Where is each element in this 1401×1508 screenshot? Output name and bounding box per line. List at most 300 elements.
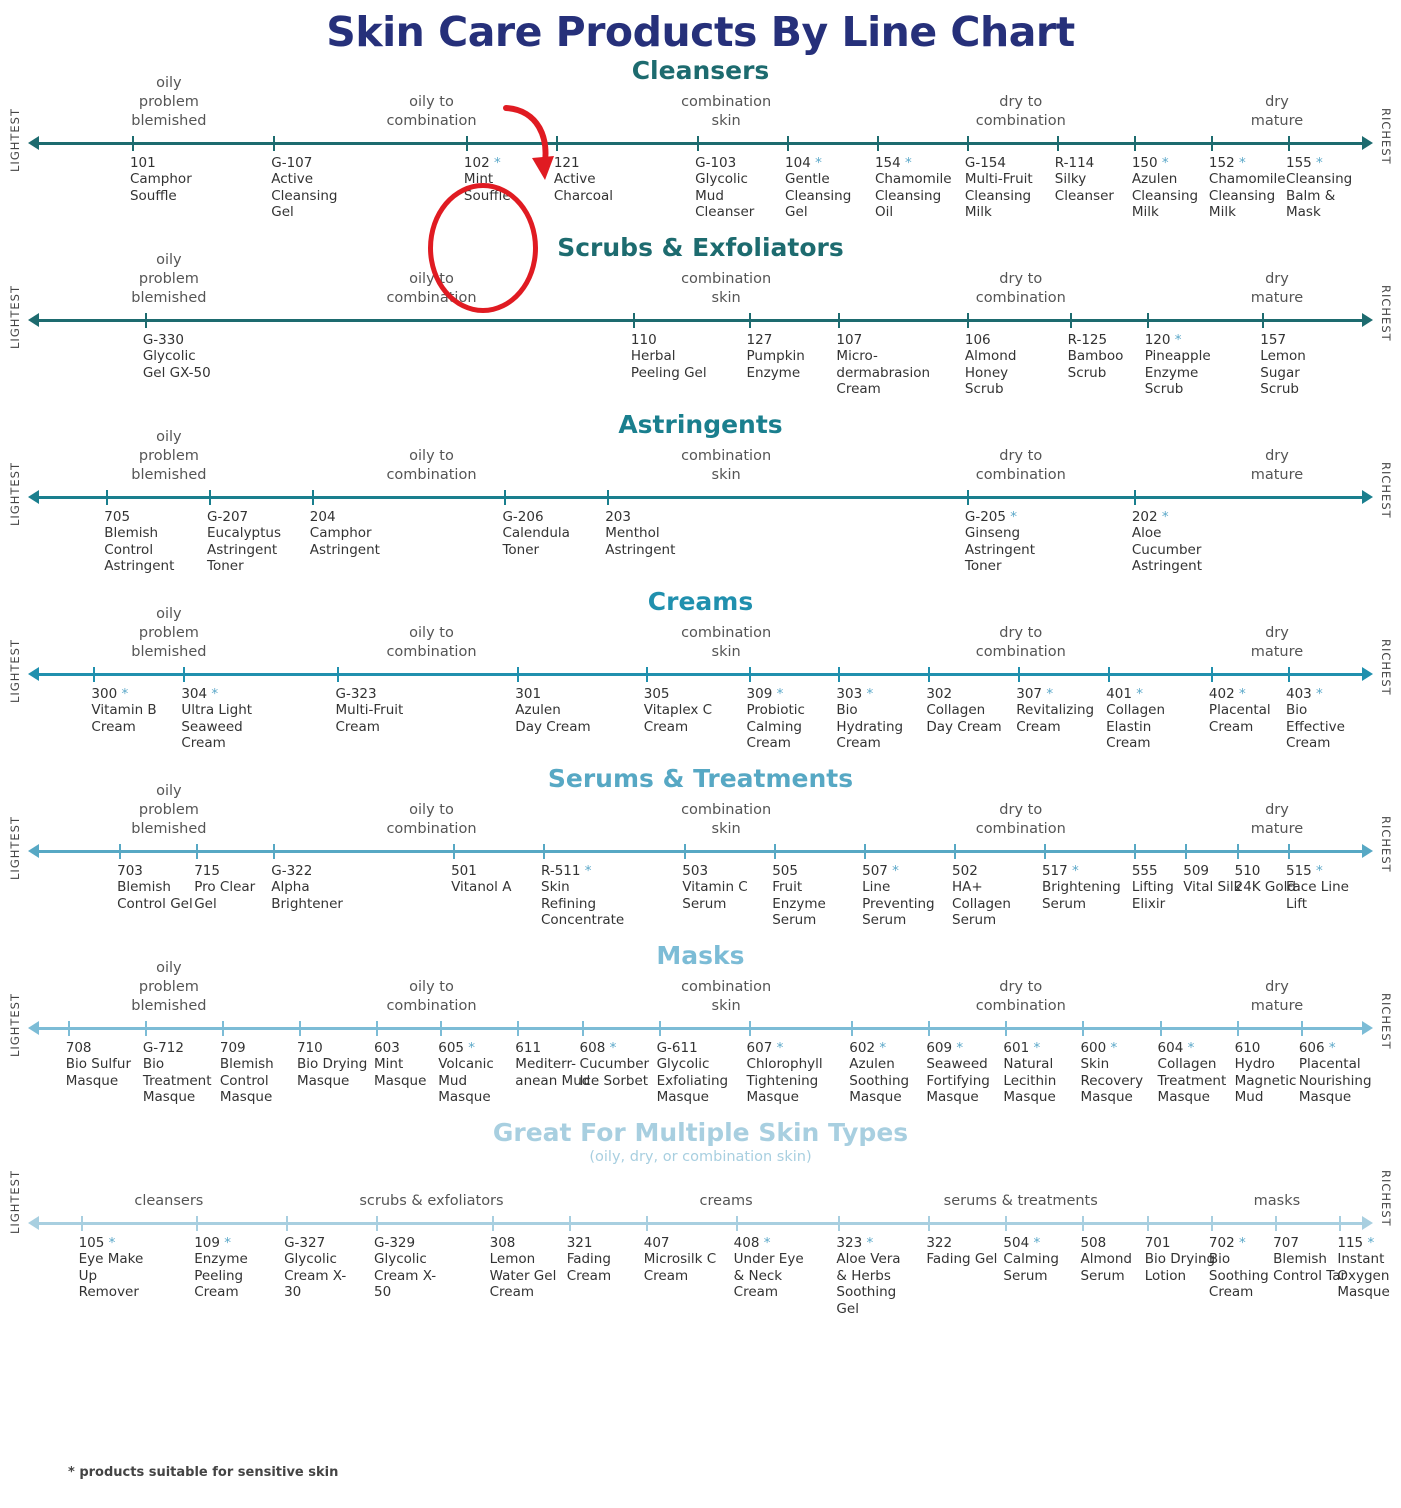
section-serums-treatments [0,764,1401,941]
page-title: Skin Care Products By Line Chart [326,8,1075,56]
product-item[interactable] [682,863,758,912]
product-item[interactable] [1337,1235,1401,1301]
product-code: 110 [630,332,657,348]
product-code: 150 * [1131,155,1169,171]
zone-label: oily to combination [386,93,477,129]
product-name: Mint Masque [374,1056,427,1089]
product-name: Lemon Sugar Scrub [1260,348,1306,398]
product-code: 323 * [836,1235,874,1251]
product-item[interactable] [1041,863,1121,912]
axis-tick [1211,136,1213,151]
product-code: 203 [605,509,631,525]
sensitive-star-icon: * [1136,686,1143,702]
annotation-circle [428,183,538,313]
product-code: 321 [566,1235,593,1251]
product-item[interactable] [1299,1040,1375,1106]
product-item[interactable] [567,1235,643,1284]
sensitive-star-icon: * [892,863,899,879]
product-item[interactable] [490,1235,566,1301]
product-item[interactable] [79,1235,155,1301]
product-code: 517 * [1041,863,1079,879]
sensitive-star-icon: * [108,1235,116,1251]
zone-label: oily problem blemished [131,782,207,837]
product-item[interactable] [1080,1040,1156,1106]
product-item[interactable] [104,509,180,575]
product-item[interactable] [66,1040,142,1089]
axis-tick [1185,844,1187,859]
product-item[interactable] [836,1235,912,1317]
product-name: Multi-Fruit Cleansing Milk [964,171,1033,221]
axis-tick [1134,136,1136,151]
axis-tick [196,1216,198,1231]
product-code: G-103 [695,155,737,171]
product-name: Fading Gel [926,1251,998,1268]
product-item[interactable] [1016,686,1095,735]
axis-tick [1339,1216,1341,1231]
product-item[interactable] [875,155,951,221]
product-item[interactable] [785,155,861,221]
product-code: 104 * [785,155,822,171]
zone-label: oily problem blemished [131,74,207,129]
axis-tick [954,844,956,859]
product-item[interactable] [926,1235,1002,1268]
product-item[interactable] [194,863,270,912]
axis-tick [967,490,969,505]
product-name: Eucalyptus Astringent Toner [207,525,282,575]
sensitive-star-icon: * [224,1235,231,1251]
axis-tick [838,667,840,682]
product-name: Fruit Enzyme Serum [772,879,826,929]
product-item[interactable] [836,686,912,752]
product-item[interactable] [926,686,1002,735]
product-item[interactable] [143,332,219,381]
axis-tick [569,1216,571,1231]
axis-tick [492,1216,494,1231]
axis-tick [838,313,840,328]
product-item[interactable] [605,509,681,558]
product-item[interactable] [271,863,347,912]
product-item[interactable] [952,863,1028,929]
axis [28,1018,1373,1040]
zone-label-row [60,1165,1341,1213]
product-item[interactable] [695,155,771,221]
axis-tick [633,313,635,328]
product-code: 309 * [746,686,784,702]
zone-label: dry to combination [975,624,1066,660]
product-name: Bio Treatment Masque [142,1056,212,1106]
axis-arrow-left [28,136,39,150]
axis-tick [1082,1216,1084,1231]
zone-label: scrubs & exfoliators [359,1192,504,1209]
product-name: Micro-dermabrasion Cream [836,348,931,398]
product-name: Enzyme Peeling Cream [194,1251,248,1301]
section-title: Masks [656,941,745,970]
product-name: Fading Cream [566,1251,612,1284]
product-code: 505 [772,863,798,879]
section-great-for-multiple-skin-types [0,1118,1401,1317]
sensitive-star-icon: * [1367,1235,1375,1251]
axis-tick [1005,1216,1007,1231]
zone-label: masks [1253,1192,1301,1209]
zone-label: oily problem blemished [131,251,207,306]
product-list [28,509,1373,587]
zone-label-row [60,428,1341,487]
product-item[interactable] [91,686,167,735]
axis-tick [81,1216,83,1231]
product-code: 154 * [874,155,912,171]
product-code: 701 [1144,1235,1171,1251]
product-item[interactable] [1132,509,1208,575]
product-code: 705 [104,509,131,525]
zone-label: dry to combination [975,447,1066,483]
product-name: Revitalizing Cream [1016,702,1095,735]
product-item[interactable] [194,1235,270,1301]
chart-sections [0,56,1401,1317]
product-item[interactable] [1106,686,1182,752]
product-item[interactable] [965,509,1041,575]
axis-tick [838,1216,840,1231]
product-item[interactable] [1068,332,1144,381]
axis-tick [1275,1216,1277,1231]
axis-tick [145,1021,147,1036]
axis-tick [209,490,211,505]
product-name: Silky Cleanser [1054,171,1114,204]
product-name: Pineapple Enzyme Scrub [1144,348,1211,398]
product-item[interactable] [1286,686,1362,752]
axis-label-lightest: LIGHTEST [8,993,22,1057]
product-name: 24K Gold [1234,879,1296,896]
sensitive-star-icon: * [1033,1235,1041,1251]
product-item[interactable] [1209,155,1285,221]
product-item[interactable] [1145,332,1221,398]
product-item[interactable] [1286,155,1362,221]
product-code: G-327 [284,1235,326,1251]
zone-label: dry mature [1250,801,1304,837]
product-name: Camphor Souffle [129,171,192,204]
product-item[interactable] [374,1235,450,1301]
sensitive-star-icon: * [1238,155,1246,171]
product-item[interactable] [1286,863,1362,912]
section-masks [0,941,1401,1118]
product-item[interactable] [220,1040,296,1106]
product-code: 303 * [836,686,874,702]
axis-tick [1082,1021,1084,1036]
product-code: 710 [296,1040,323,1056]
product-item[interactable] [1003,1235,1079,1284]
product-item[interactable] [657,1040,733,1106]
product-name: Vital Silk [1183,879,1242,896]
sensitive-star-icon: * [776,686,784,702]
product-name: Glycolic Exfoliating Masque [656,1056,729,1106]
product-code: 302 [926,686,953,702]
product-name: Glycolic Cream X-50 [374,1251,437,1301]
axis-tick [1237,1021,1239,1036]
product-item[interactable] [335,686,411,735]
product-name: Glycolic Gel GX-50 [142,348,211,381]
sensitive-star-icon: * [1046,686,1054,702]
product-name: Line Preventing Serum [862,879,935,929]
axis-arrow-right [1362,667,1373,681]
product-code: 300 * [91,686,129,702]
product-item[interactable] [849,1040,925,1106]
product-item[interactable] [117,863,193,912]
zone-label: oily to combination [386,447,477,483]
product-item[interactable] [747,332,823,381]
product-item[interactable] [451,863,527,896]
product-name: Bio Effective Cream [1285,702,1345,752]
product-item[interactable] [181,686,257,752]
section-title: Great For Multiple Skin Types [492,1118,909,1147]
sensitive-star-icon: * [866,1235,874,1251]
section-title: Astringents [618,410,783,439]
product-code: 403 * [1285,686,1323,702]
product-item[interactable] [271,155,347,221]
axis-arrow-right [1362,1216,1373,1230]
zone-label: combination skin [681,93,772,129]
axis-tick [132,136,134,151]
axis-label-lightest: LIGHTEST [8,285,22,349]
product-item[interactable] [502,509,578,558]
sensitive-star-icon: * [584,863,592,879]
axis-label-richest: RICHEST [1379,639,1393,696]
section-astringents [0,410,1401,587]
axis-tick [749,667,751,682]
product-item[interactable] [1055,155,1131,204]
product-code: 304 * [181,686,219,702]
product-item[interactable] [772,863,848,929]
product-code: 408 * [733,1235,771,1251]
axis-arrow-right [1362,313,1373,327]
zone-label: serums & treatments [943,1192,1098,1209]
product-item[interactable] [926,1040,1002,1106]
axis-arrow-left [28,1216,39,1230]
axis-label-lightest: LIGHTEST [8,639,22,703]
zone-label: combination skin [681,801,772,837]
product-item[interactable] [747,1040,823,1106]
sensitive-star-icon: * [815,155,822,171]
product-name: Under Eye & Neck Cream [733,1251,804,1301]
axis-tick [299,1021,301,1036]
product-code: 501 [451,863,477,879]
zone-label: combination skin [681,978,772,1014]
zone-label: dry to combination [975,801,1066,837]
section-subtitle: (oily, dry, or combination skin) [589,1149,812,1165]
product-code: 604 * [1157,1040,1195,1056]
product-item[interactable] [1003,1040,1079,1106]
product-code: R-511 * [541,863,592,879]
sensitive-star-icon: * [1174,332,1182,348]
axis-tick [1211,1216,1213,1231]
product-item[interactable] [554,155,630,204]
product-name: Mint Souffle [463,171,511,204]
zone-label: oily problem blemished [131,605,207,660]
product-list [28,1235,1390,1317]
axis-tick [1288,667,1290,682]
product-code: 607 * [746,1040,784,1056]
zone-label: dry mature [1250,624,1304,660]
axis-tick [312,490,314,505]
product-item[interactable] [297,1040,373,1089]
product-code: 555 [1131,863,1158,879]
product-code: 601 * [1003,1040,1041,1056]
product-name: Brightening Serum [1041,879,1121,912]
product-name: Cucumber Ice Sorbet [579,1056,650,1089]
sensitive-star-icon: * [776,1040,784,1056]
product-name: Eye Make Up Remover [78,1251,144,1301]
axis-label-richest: RICHEST [1379,285,1393,342]
product-item[interactable] [965,332,1041,398]
product-name: Almond Serum [1080,1251,1132,1284]
axis-tick [196,844,198,859]
product-code: 102 * [463,155,501,171]
zone-label-row [60,782,1341,841]
product-item[interactable] [862,863,938,929]
section-creams [0,587,1401,764]
product-list [28,863,1373,941]
sensitive-star-icon: * [1238,686,1246,702]
product-code: 407 [643,1235,670,1251]
product-item[interactable] [207,509,283,575]
product-name: Calming Serum [1003,1251,1059,1284]
sensitive-star-icon: * [1010,509,1018,525]
axis-tick [337,667,339,682]
product-item[interactable] [310,509,386,558]
product-code: 709 [219,1040,246,1056]
product-code: 707 [1273,1235,1299,1251]
product-item[interactable] [515,686,591,735]
product-code: 602 * [849,1040,887,1056]
product-item[interactable] [965,155,1041,221]
product-name: Azulen Day Cream [515,702,591,735]
product-name: Bamboo Scrub [1067,348,1124,381]
product-item[interactable] [734,1235,810,1301]
footnote: * products suitable for sensitive skin [68,1465,339,1480]
product-code: 600 * [1080,1040,1118,1056]
product-name: Hydro Magnetic Mud [1234,1056,1297,1106]
product-name: Vitaplex C Cream [643,702,713,735]
axis-tick [749,1021,751,1036]
product-name: Pro Clear Gel [194,879,256,912]
zone-label: oily to combination [386,978,477,1014]
sensitive-star-icon: * [1316,863,1323,879]
product-code: 105 * [78,1235,116,1251]
zone-label: dry to combination [975,93,1066,129]
product-list [28,155,1373,233]
product-name: Probiotic Calming Cream [746,702,805,752]
axis-arrow-left [28,313,39,327]
axis-tick [787,136,789,151]
product-code: 508 [1080,1235,1107,1251]
product-name: Vitanol A [451,879,512,896]
product-item[interactable] [143,1040,219,1106]
axis-label-richest: RICHEST [1379,108,1393,165]
product-list [28,686,1373,764]
product-item[interactable] [438,1040,514,1106]
zone-label: combination skin [681,624,772,660]
product-item[interactable] [580,1040,656,1089]
product-item[interactable] [284,1235,360,1301]
zone-label: oily problem blemished [131,959,207,1014]
axis-tick [774,844,776,859]
product-item[interactable] [836,332,931,398]
axis-label-richest: RICHEST [1379,1170,1393,1227]
section-title: Scrubs & Exfoliators [557,233,844,262]
axis-arrow-right [1362,490,1373,504]
product-item[interactable] [644,1235,720,1284]
product-name: Placental Cream [1208,702,1271,735]
section-cleansers [0,56,1401,233]
product-code: 702 * [1208,1235,1246,1251]
product-item[interactable] [130,155,206,204]
sensitive-star-icon: * [1033,1040,1041,1056]
axis-tick [646,667,648,682]
product-item[interactable] [1158,1040,1234,1106]
zone-label: dry to combination [975,978,1066,1014]
axis-tick [736,1216,738,1231]
product-code: 603 [374,1040,400,1056]
axis-tick [1005,1021,1007,1036]
sensitive-star-icon: * [1110,1040,1118,1056]
product-name: Active Cleansing Gel [271,171,338,221]
axis-tick [646,1216,648,1231]
zone-label-row [60,959,1341,1018]
product-name: Almond Honey Scrub [964,348,1017,398]
product-item[interactable] [747,686,823,752]
product-item[interactable] [631,332,707,381]
product-code: 204 [309,509,336,525]
product-code: 308 [489,1235,516,1251]
axis-tick [93,667,95,682]
product-name: Volcanic Mud Masque [438,1056,494,1106]
product-item[interactable] [644,686,720,735]
axis-tick [928,1216,930,1231]
product-name: Placental Nourishing Masque [1298,1056,1372,1106]
axis-tick [1147,1216,1149,1231]
product-code: R-125 [1067,332,1108,348]
zone-label-row [60,605,1341,664]
product-name: Bio Soothing Cream [1208,1251,1269,1301]
product-name: Collagen Elastin Cream [1106,702,1166,752]
product-item[interactable] [1132,155,1208,221]
product-name: Mediterr-anean Mud [515,1056,591,1089]
axis-tick [440,1021,442,1036]
axis-tick [183,667,185,682]
product-code: 507 * [862,863,899,879]
product-code: 703 [117,863,143,879]
product-item[interactable] [1260,332,1336,398]
axis-arrow-right [1362,1021,1373,1035]
axis-tick [928,667,930,682]
product-code: 715 [194,863,220,879]
zone-label: oily to combination [386,801,477,837]
product-code: 120 * [1144,332,1182,348]
product-code: 401 * [1106,686,1143,702]
product-item[interactable] [1209,686,1285,735]
product-name: Gentle Cleansing Gel [785,171,852,221]
axis-tick [1134,844,1136,859]
axis-arrow-left [28,844,39,858]
axis-label-lightest: LIGHTEST [8,462,22,526]
axis-tick [466,136,468,151]
product-name: Natural Lecithin Masque [1003,1056,1057,1106]
product-code: G-611 [656,1040,698,1056]
sensitive-star-icon: * [1161,155,1169,171]
product-name: Lemon Water Gel Cream [489,1251,557,1301]
axis-tick [928,1021,930,1036]
product-item[interactable] [541,863,625,929]
sensitive-star-icon: * [468,1040,476,1056]
zone-label-row [60,251,1341,310]
